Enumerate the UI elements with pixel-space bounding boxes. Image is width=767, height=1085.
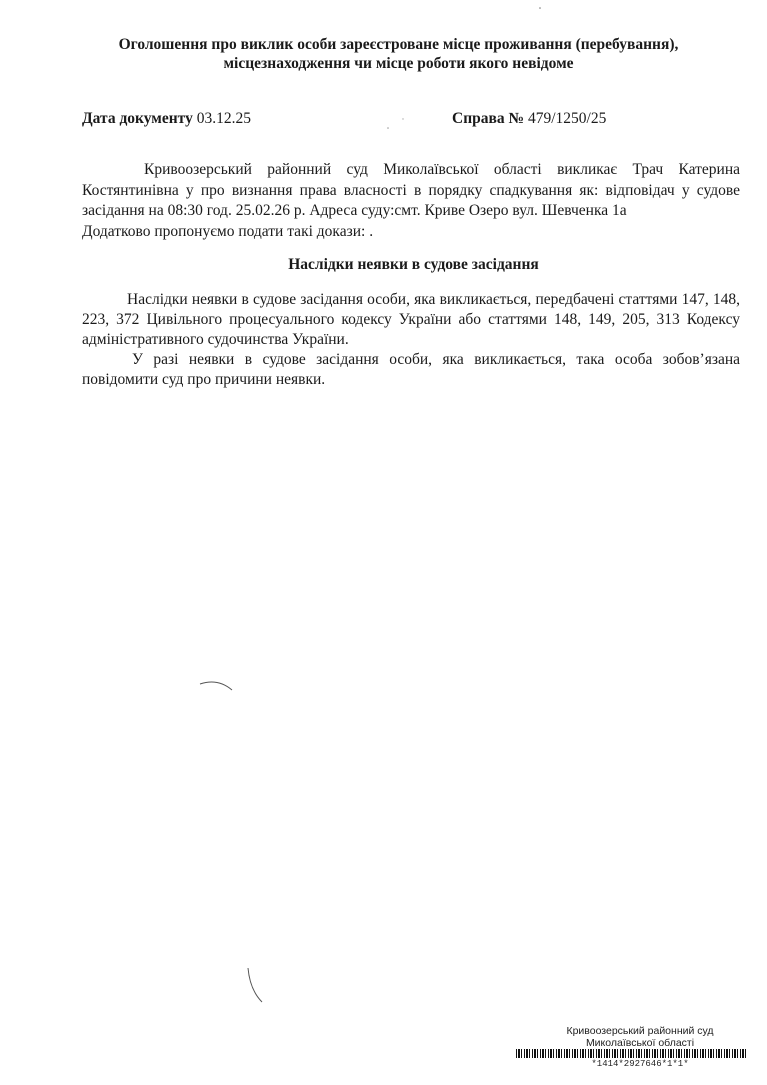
date-value: 03.12.25: [196, 110, 251, 127]
title-line-1: Оголошення про виклик особи зареєстроване місце проживання (перебування),: [118, 36, 679, 53]
court-stamp: [530, 1025, 750, 1049]
scan-stroke-2: [248, 968, 262, 1002]
barcode: [516, 1049, 748, 1058]
date-label: Дата документу: [82, 110, 193, 127]
summons-section: [82, 160, 740, 242]
summons-text: Кривоозерський районний суд Миколаївської області викликає Трач Катерина Костянтинівна у про визнання права власності в порядку спадкування як: відповідач у судове засідання на 08:30 год. 25.02.26 р. Адреса суду:смт. Криве Озеро вул. Шевченка 1а: [82, 161, 740, 219]
evidence-text: Додатково пропонуємо подати такі докази: .: [82, 222, 374, 240]
consequences-section: [82, 290, 740, 390]
document-title: [60, 35, 737, 73]
consequences-text-1: Наслідки неявки в судове засідання особи, яка викликається, передбачені статтями 147, 148, 223, 372 Цивільного процесуального кодексу України або статтями 148, 149, 205, 313 Кодексу адміністративного судочинства України.: [82, 291, 740, 348]
scan-dot-2: [387, 127, 389, 129]
consequences-text-2: У разі неявки в судове засідання особи, яка викликається, така особа зобов’язана повідомити суд про причини неявки.: [82, 351, 740, 388]
case-value: 479/1250/25: [527, 110, 607, 127]
court-name-line-2: Миколаївської області: [585, 1037, 695, 1049]
summons-paragraph: [82, 160, 740, 222]
consequences-paragraph-2: [82, 350, 740, 390]
scan-dot-1: [539, 7, 541, 9]
case-label: Справа №: [452, 110, 525, 127]
barcode-number: *1414*2927646*1*1*: [591, 1059, 689, 1069]
case-number: [452, 110, 606, 128]
scan-stroke-1: [200, 682, 232, 690]
court-name-line-1: Кривоозерський районний суд: [566, 1025, 714, 1037]
consequences-heading: Наслідки неявки в судове засідання: [288, 256, 539, 273]
consequences-paragraph-1: [82, 290, 740, 350]
title-line-2: місцезнаходження чи місце роботи якого невідоме: [223, 55, 574, 72]
scan-dot-3: [402, 118, 403, 119]
document-date: [82, 110, 251, 128]
